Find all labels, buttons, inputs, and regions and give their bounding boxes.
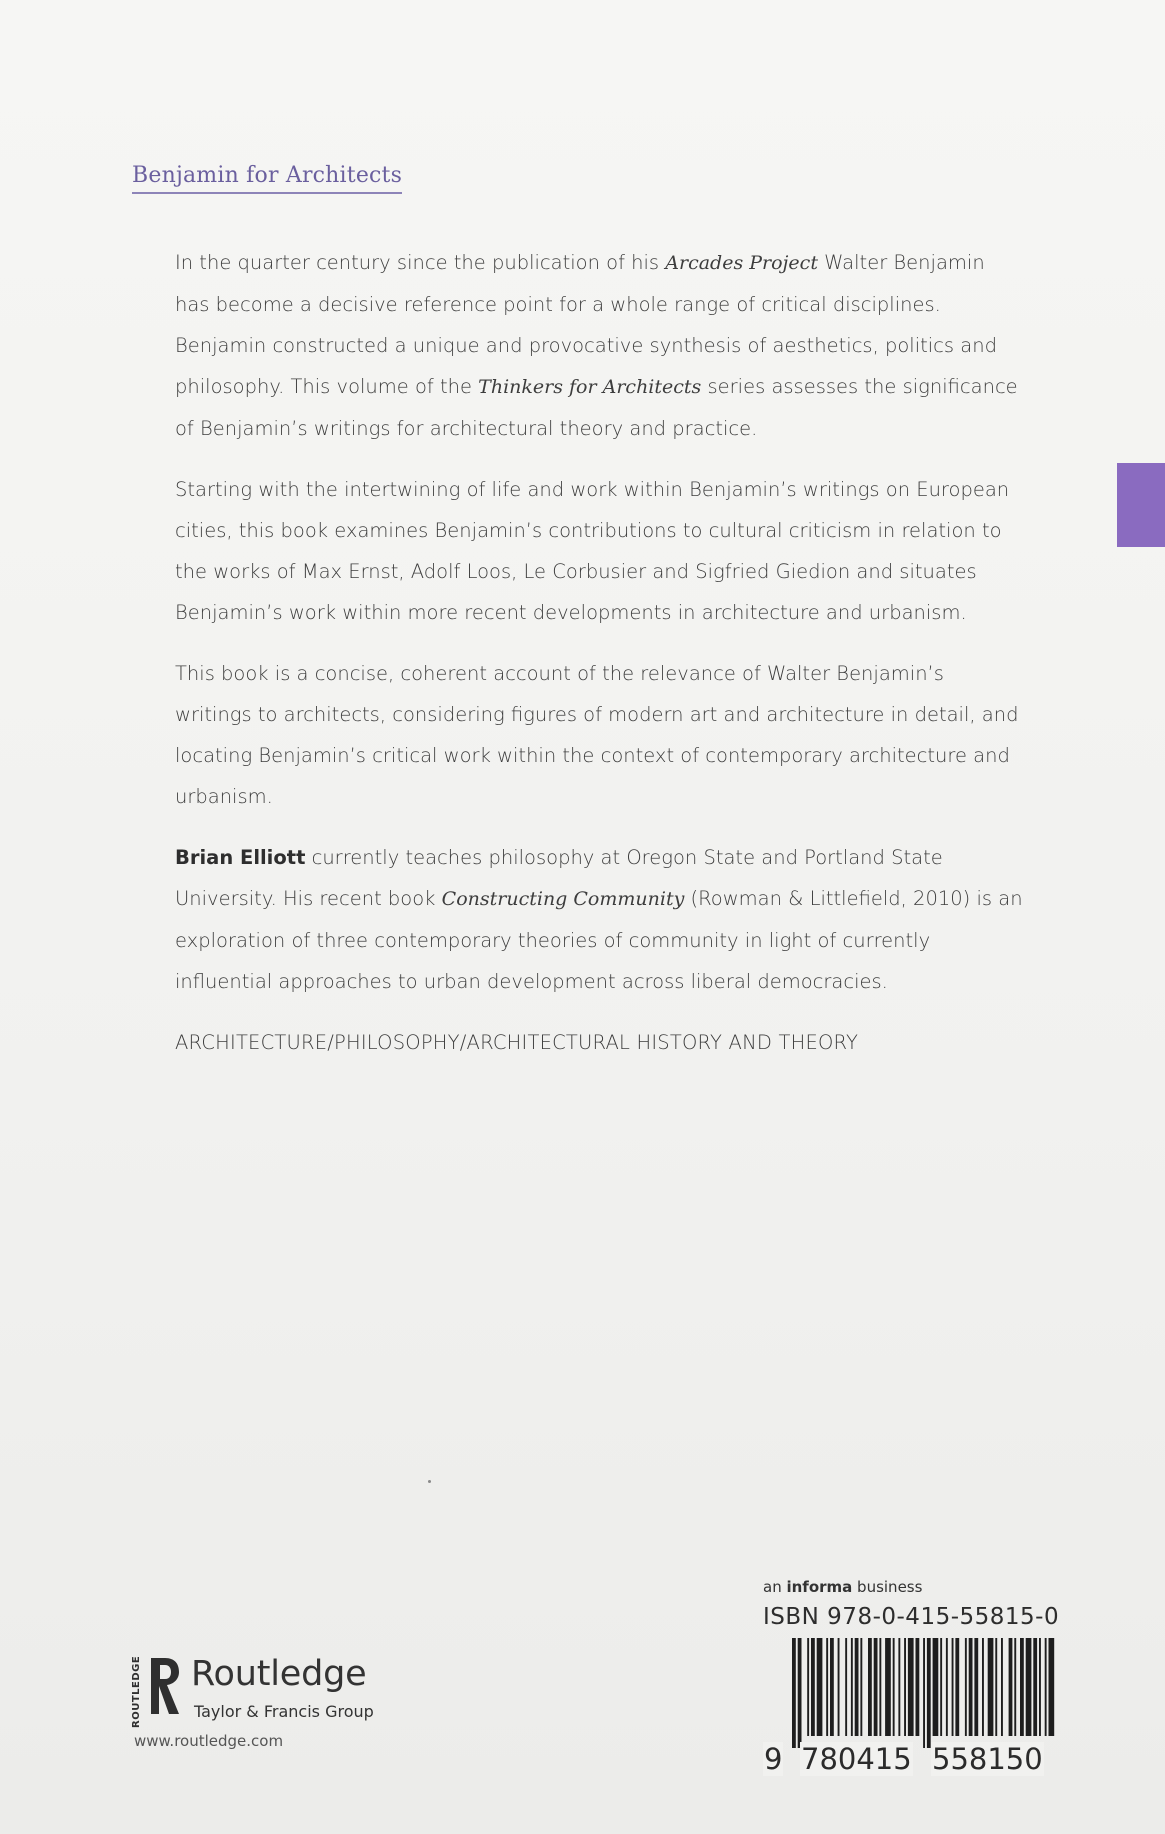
paragraph-1: In the quarter century since the publication of his Arcades Project Walter Benjamin has become a decisive reference point for a whole range of critical disciplines. Benjamin constructed a unique and provocative synthesis of aesthetics, politics and philosophy. This volume of the Thinkers for Architects series assesses the significance of Benjamin’s writings for architectural theory and practice. bbox=[175, 251, 1018, 440]
blurb bbox=[175, 242, 1025, 1063]
barcode-bar bbox=[851, 1638, 853, 1736]
paragraph-2: Starting with the intertwining of life and work within Benjamin’s writings on European cities, this book examines Benjamin’s contributions to cultural criticism in relation to the works of Max Ernst, Adolf Loos, Le Corbusier and Sigfried Giedion and situates Benjamin’s work within more recent developments in architecture and urbanism. bbox=[175, 478, 1010, 624]
barcode-bar bbox=[879, 1638, 881, 1736]
barcode-bar bbox=[927, 1638, 931, 1748]
speck bbox=[428, 1480, 431, 1483]
subject-category: ARCHITECTURE/PHILOSOPHY/ARCHITECTURAL HISTORY AND THEORY bbox=[175, 1031, 859, 1054]
barcode-bar bbox=[811, 1638, 815, 1736]
barcode-bar bbox=[982, 1638, 984, 1736]
barcode-bar bbox=[955, 1638, 959, 1736]
barcode-bar bbox=[1020, 1638, 1024, 1736]
barcode-bar bbox=[798, 1638, 802, 1748]
routledge-vertical-wordmark: ROUTLEDGE bbox=[131, 1655, 142, 1728]
barcode-bar bbox=[860, 1638, 862, 1736]
barcode-bar bbox=[974, 1638, 978, 1736]
barcode-bar bbox=[830, 1638, 834, 1736]
barcode-bar bbox=[988, 1638, 994, 1736]
publisher-group: Taylor & Francis Group bbox=[194, 1702, 374, 1721]
isbn: ISBN 978-0-415-55815-0 bbox=[763, 1604, 1060, 1630]
barcode-digits bbox=[763, 1742, 1073, 1774]
barcode-bar bbox=[1009, 1638, 1013, 1736]
barcode-bar bbox=[916, 1638, 920, 1736]
barcode-bar bbox=[1049, 1638, 1055, 1736]
series-title: Benjamin for Architects bbox=[132, 163, 402, 194]
barcode-bar bbox=[995, 1638, 997, 1736]
barcode-bar bbox=[1001, 1638, 1003, 1736]
barcode-bar bbox=[1014, 1638, 1016, 1736]
barcode-bar bbox=[1033, 1638, 1037, 1736]
author-name: Brian Elliott bbox=[175, 846, 306, 869]
barcode-bar bbox=[838, 1638, 840, 1736]
barcode-bar bbox=[855, 1638, 859, 1736]
barcode-bar bbox=[807, 1638, 809, 1736]
barcode-bar bbox=[792, 1638, 796, 1748]
barcode-group-2: 558150 bbox=[932, 1742, 1043, 1776]
barcode-bar bbox=[868, 1638, 872, 1736]
author-book-title: Constructing Community bbox=[441, 888, 685, 910]
barcode-bar bbox=[952, 1638, 954, 1736]
barcode-bar bbox=[946, 1638, 948, 1736]
series-name: Thinkers for Architects bbox=[478, 376, 702, 398]
author-bio: Brian Elliott currently teaches philosophy at Oregon State and Portland State University. His recent book Constructing Community (Rowman & Littlefield, 2010) is an exploration of three contemporary theories of community in light of currently influential approaches to urban development across liberal democracies. bbox=[175, 846, 1023, 993]
barcode-bar bbox=[940, 1638, 942, 1736]
barcode-bar bbox=[933, 1638, 939, 1736]
barcode-bar bbox=[885, 1638, 891, 1736]
color-tab bbox=[1117, 463, 1165, 547]
barcode-bar bbox=[923, 1638, 925, 1748]
barcode-bar bbox=[908, 1638, 914, 1736]
barcode-bar bbox=[874, 1638, 878, 1736]
barcode-bar bbox=[817, 1638, 823, 1736]
barcode-bar bbox=[969, 1638, 973, 1736]
informa-line: an informa business bbox=[763, 1578, 923, 1596]
barcode-bar bbox=[1045, 1638, 1047, 1736]
arcades-project-title: Arcades Project bbox=[665, 252, 818, 274]
publisher-name: Routledge bbox=[191, 1654, 367, 1694]
barcode-bar bbox=[1039, 1638, 1041, 1736]
barcode-bar bbox=[893, 1638, 895, 1736]
paragraph-3: This book is a concise, coherent account of the relevance of Walter Benjamin’s writings to architects, considering figures of modern art and architecture in detail, and locating Benjamin’s critical work within the context of contemporary architecture and urbanism. bbox=[175, 662, 1019, 808]
barcode-bar bbox=[1026, 1638, 1032, 1736]
barcode-first-digit: 9 bbox=[764, 1742, 783, 1776]
barcode-bar bbox=[845, 1638, 847, 1736]
barcode-bar bbox=[965, 1638, 967, 1736]
barcode-bar bbox=[898, 1638, 900, 1736]
barcode-bar bbox=[826, 1638, 828, 1736]
barcode-group-1: 780415 bbox=[801, 1742, 912, 1776]
publisher-url[interactable]: www.routledge.com bbox=[134, 1732, 284, 1750]
barcode bbox=[792, 1638, 1057, 1748]
routledge-logo-icon bbox=[151, 1656, 181, 1718]
barcode-bar bbox=[904, 1638, 906, 1736]
